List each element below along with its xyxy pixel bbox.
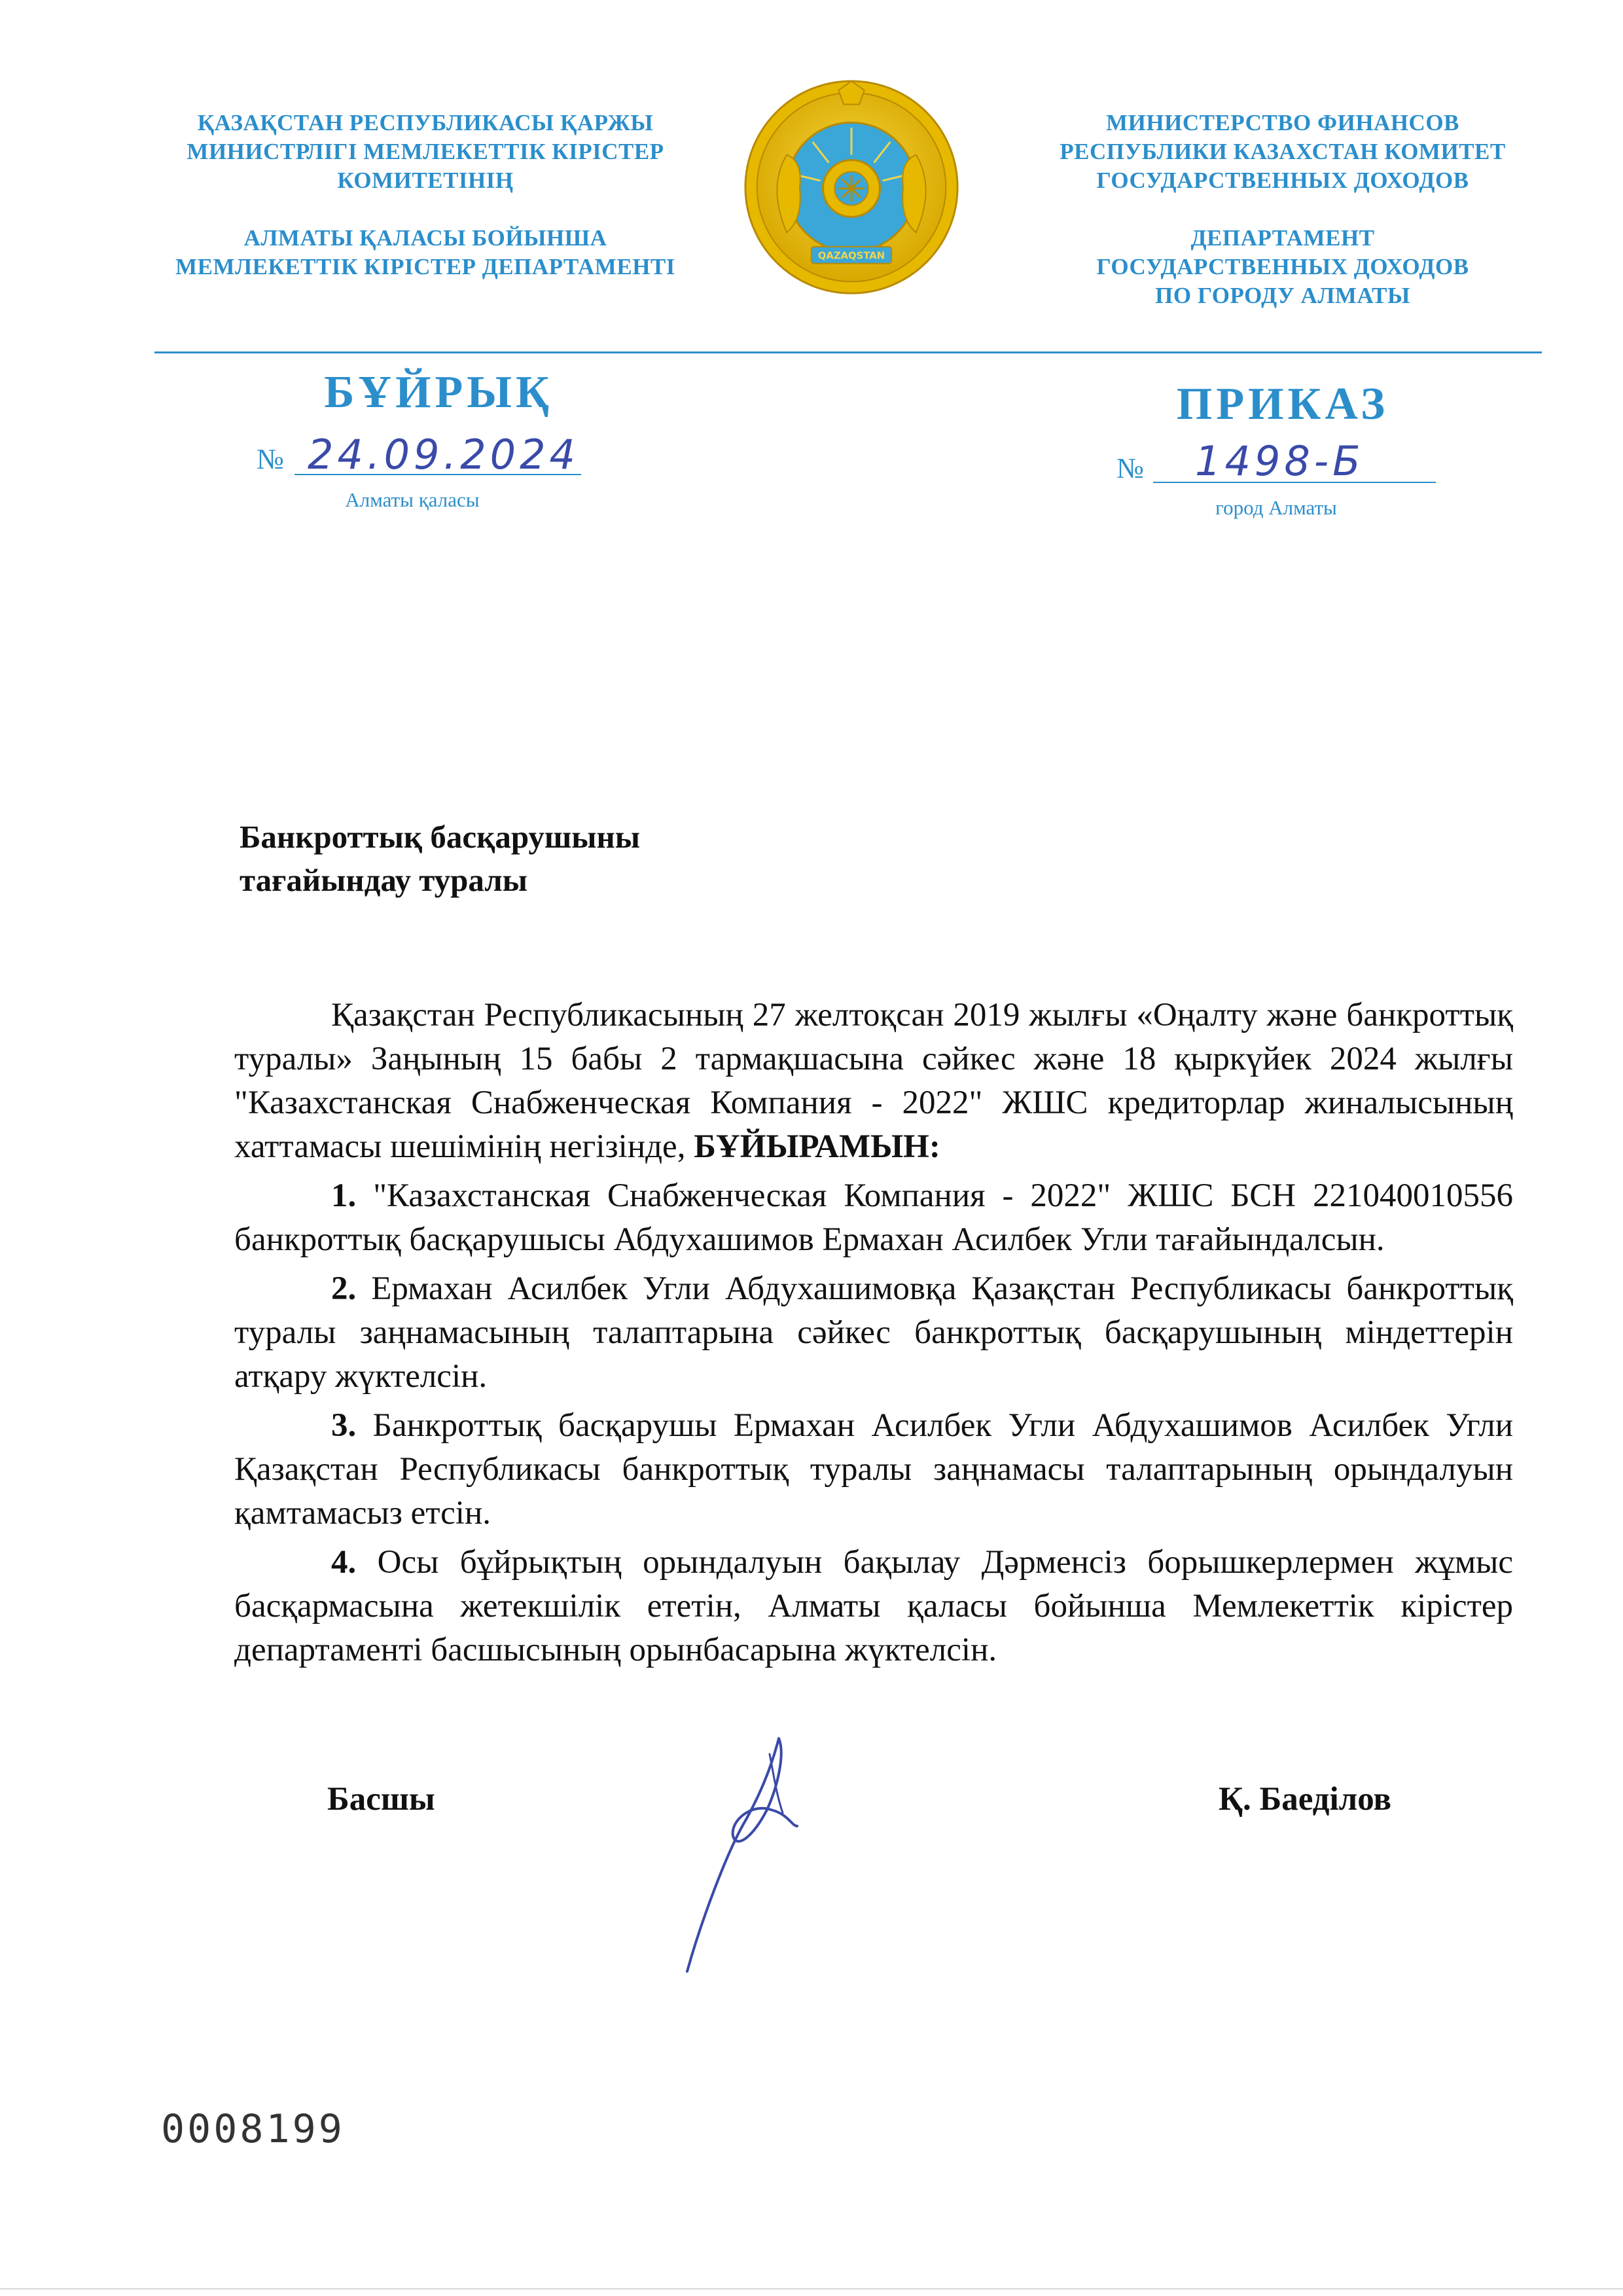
header-left-org-line: КОМИТЕТІНІҢ [337, 168, 514, 193]
order-subject [240, 816, 640, 902]
order-title-kk: БҰЙРЫҚ [324, 367, 553, 418]
page-bottom-edge [0, 2288, 1623, 2289]
header-right-dept-line: ГОСУДАРСТВЕННЫХ ДОХОДОВ [1096, 254, 1469, 279]
body-item-text: "Казахстанская Снабженческая Компания - 2022" ЖШС БСН 221040010556 банкроттық басқарушысы Абдухашимов Ермахан Асилбек Угли тағайындалсын. [234, 1177, 1514, 1258]
body-item-number: 2. [331, 1270, 357, 1307]
header-right-org-line: РЕСПУБЛИКИ КАЗАХСТАН КОМИТЕТ [1060, 139, 1506, 164]
order-date-handwritten: 24.09.2024 [308, 431, 579, 478]
order-city-kk: Алматы қаласы [345, 488, 480, 511]
header-left [157, 109, 694, 281]
header-left-org-line: МИНИСТРЛІГІ МЕМЛЕКЕТТІК КІРІСТЕР [187, 139, 664, 164]
header-right-org-line: ГОСУДАРСТВЕННЫХ ДОХОДОВ [1096, 168, 1469, 193]
body-item [234, 1267, 1513, 1399]
serial-number: 0008199 [161, 2106, 345, 2152]
subject-line: Банкроттық басқарушыны [240, 819, 641, 855]
order-number-label-ru: № [1116, 452, 1144, 484]
handwritten-signature-icon [654, 1728, 851, 1977]
body-item-text: Ермахан Асилбек Угли Абдухашимовқа Қазақстан Республикасы банкроттық туралы заңнамасының талаптарына сәйкес банкроттық басқарушының міндеттерін атқару жүктелсін. [234, 1270, 1513, 1395]
body-item [234, 1174, 1513, 1262]
body-item [234, 1541, 1513, 1672]
order-city-ru: город Алматы [1215, 496, 1337, 519]
body-item-text: Банкроттық басқарушы Ермахан Асилбек Угли Абдухашимов Асилбек Угли Қазақстан Республикасы банкроттық туралы заңнамасы талаптарының орындалуын қамтамасыз етсін. [234, 1407, 1513, 1532]
order-title-ru: ПРИКАЗ [1176, 379, 1389, 429]
header-right [1008, 109, 1558, 310]
signatory-name: Қ. Баеділов [1219, 1781, 1392, 1818]
body-item-number: 4. [331, 1544, 357, 1581]
state-emblem-icon [741, 77, 961, 297]
header-right-dept-line: ПО ГОРОДУ АЛМАТЫ [1155, 283, 1410, 308]
header-left-org-line: ҚАЗАҚСТАН РЕСПУБЛИКАСЫ ҚАРЖЫ [197, 110, 654, 135]
body-intro-bold: БҰЙЫРАМЫН: [694, 1128, 940, 1165]
subject-line: тағайындау туралы [240, 862, 528, 898]
body-item-text: Осы бұйрықтың орындалуын бақылау Дәрменсіз борышкерлермен жұмыс басқармасына жетекшілік ететін, Алматы қаласы бойынша Мемлекеттік кірістер департаменті басшысының орынбасарына жүктелсін. [234, 1544, 1514, 1668]
body-intro [234, 994, 1513, 1169]
emblem-text: QAZAQSTAN [817, 250, 885, 262]
header-right-dept-line: ДЕПАРТАМЕНТ [1190, 225, 1375, 251]
signatory-position: Басшы [327, 1781, 435, 1818]
body-item [234, 1404, 1513, 1535]
order-number-handwritten: 1498-Б [1195, 437, 1364, 485]
order-number-label-kk: № [257, 443, 284, 475]
order-body [234, 994, 1513, 1677]
header-divider [154, 351, 1542, 353]
body-item-number: 3. [331, 1407, 357, 1444]
body-item-number: 1. [331, 1177, 357, 1214]
header-left-dept-line: АЛМАТЫ ҚАЛАСЫ БОЙЫНША [243, 225, 607, 251]
header-right-org-line: МИНИСТЕРСТВО ФИНАНСОВ [1106, 110, 1459, 135]
body-intro-text: Қазақстан Республикасының 27 желтоқсан 2019 жылғы «Оңалту және банкроттық туралы» Заңының 15 бабы 2 тармақшасына сәйкес және 18 қыркүйек 2024 жылғы "Казахстанская Снабженческая Компания - 2022" ЖШС кредиторлар жиналысының хаттамасы шешімінің негізінде, [234, 997, 1513, 1165]
header-left-dept-line: МЕМЛЕКЕТТІК КІРІСТЕР ДЕПАРТАМЕНТІ [175, 254, 675, 279]
